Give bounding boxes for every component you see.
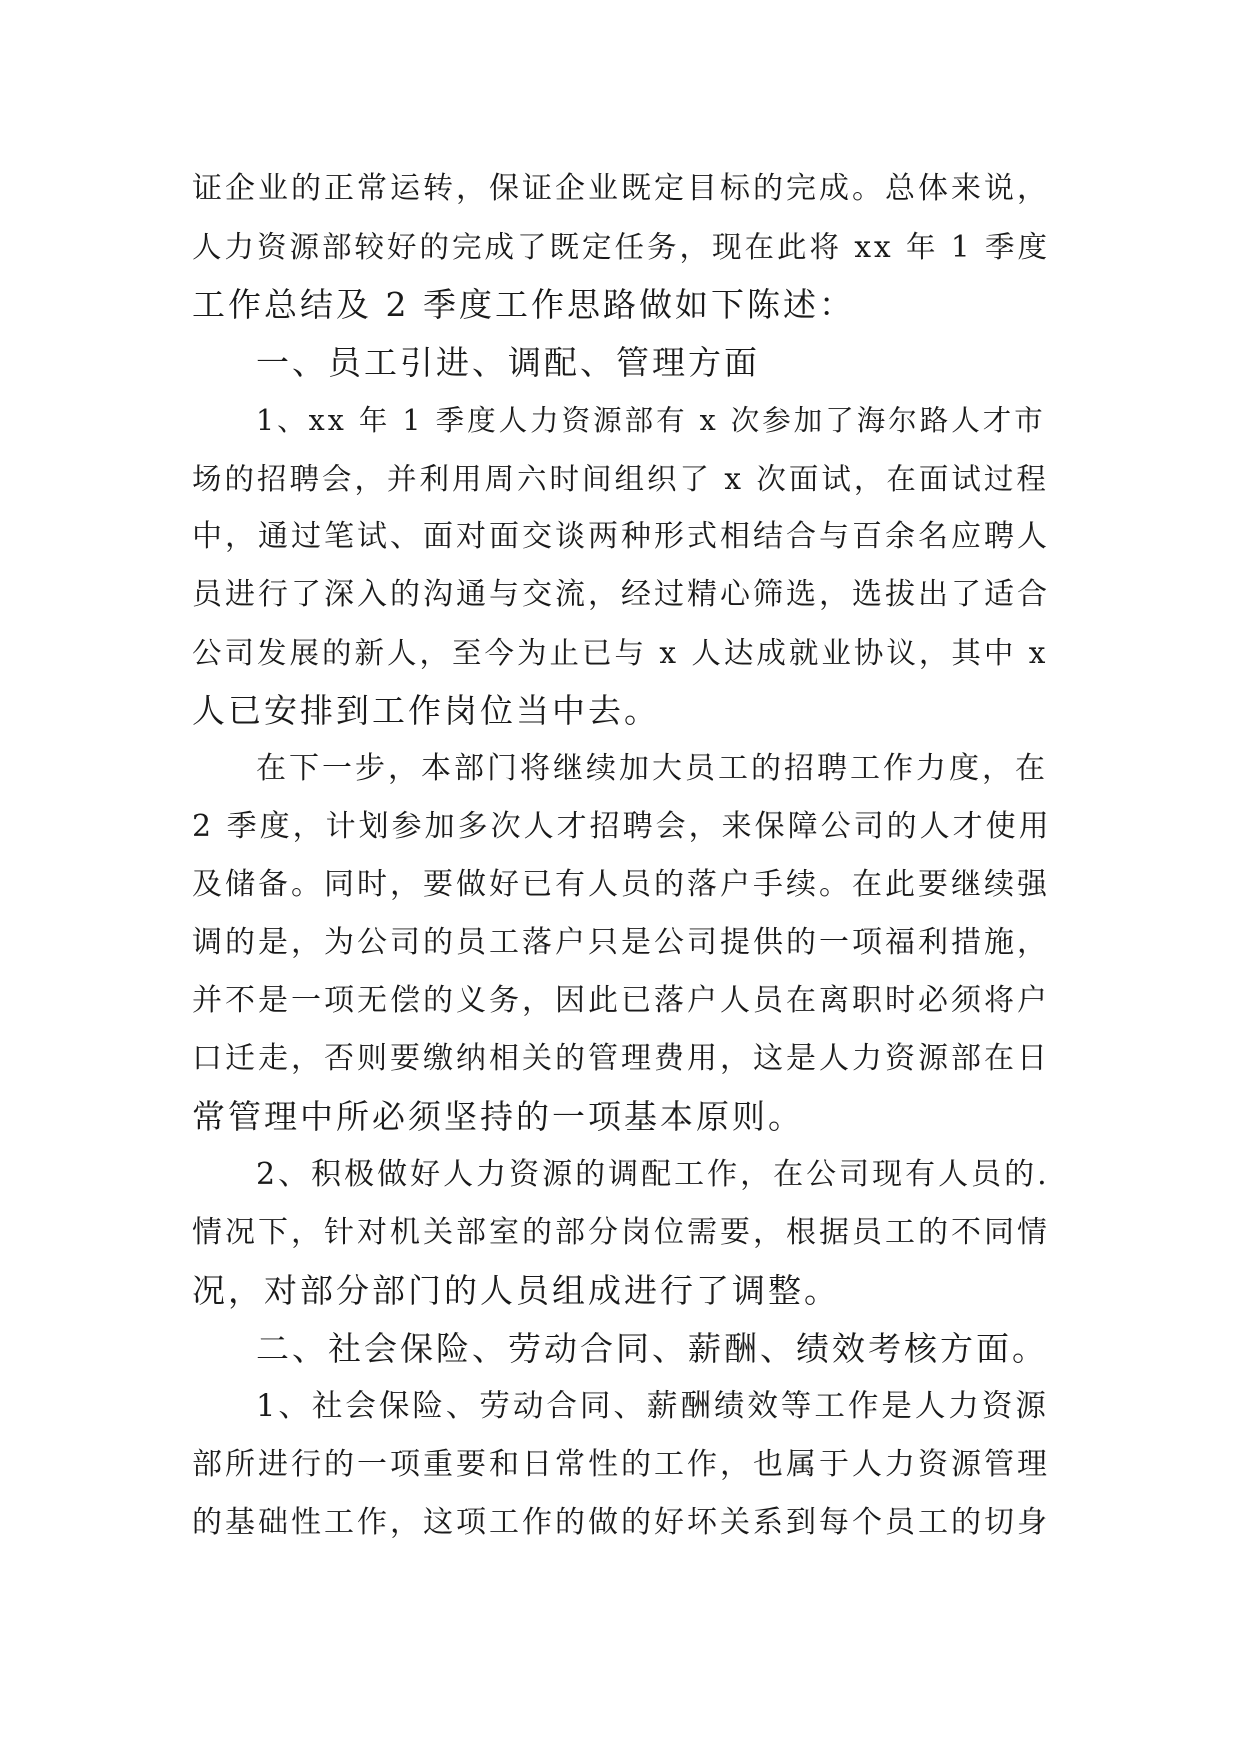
section-heading: 一、员工引进、调配、管理方面	[256, 343, 760, 382]
text-line: 常管理中所必须坚持的一项基本原则。	[192, 1097, 804, 1136]
text-line: 公司发展的新人，至今为止已与 x 人达成就业协议，其中 x	[192, 636, 1049, 670]
text-line: 的基础性工作，这项工作的做的好坏关系到每个员工的切身	[192, 1505, 1050, 1540]
text-line: 2 季度，计划参加多次人才招聘会，来保障公司的人才使用	[192, 809, 1052, 844]
text-line: 在下一步，本部门将继续加大员工的招聘工作力度，在	[256, 751, 1048, 786]
text-line: 工作总结及 2 季度工作思路做如下陈述：	[192, 285, 855, 324]
text-line: 场的招聘会，并利用周六时间组织了 x 次面试，在面试过程	[192, 462, 1049, 496]
document-body	[192, 160, 1052, 1552]
text-line: 调的是，为公司的员工落户只是公司提供的一项福利措施，	[192, 925, 1050, 960]
text-line: 口迁走，否则要缴纳相关的管理费用，这是人力资源部在日	[192, 1041, 1050, 1076]
text-line: 中，通过笔试、面对面交谈两种形式相结合与百余名应聘人	[192, 519, 1050, 554]
text-line: 证企业的正常运转，保证企业既定目标的完成。总体来说，	[192, 171, 1050, 206]
text-line: 员进行了深入的沟通与交流，经过精心筛选，选拔出了适合	[192, 577, 1050, 612]
text-line: 部所进行的一项重要和日常性的工作，也属于人力资源管理	[192, 1447, 1050, 1482]
text-line: 并不是一项无偿的义务，因此已落户人员在离职时必须将户	[192, 983, 1050, 1018]
text-line: 情况下，针对机关部室的部分岗位需要，根据员工的不同情	[192, 1215, 1050, 1250]
text-line: 及储备。同时，要做好已有人员的落户手续。在此要继续强	[192, 867, 1050, 902]
text-line: 1、社会保险、劳动合同、薪酬绩效等工作是人力资源	[256, 1389, 1049, 1424]
text-line: 况，对部分部门的人员组成进行了调整。	[192, 1271, 840, 1310]
section-heading: 二、社会保险、劳动合同、薪酬、绩效考核方面。	[256, 1329, 1048, 1368]
text-line: 1、xx 年 1 季度人力资源部有 x 次参加了海尔路人才市	[256, 404, 1046, 437]
text-line: 人力资源部较好的完成了既定任务，现在此将 xx 年 1 季度	[192, 230, 1051, 264]
text-line: 2、积极做好人力资源的调配工作，在公司现有人员的.	[256, 1157, 1050, 1192]
text-line: 人已安排到工作岗位当中去。	[192, 691, 660, 730]
